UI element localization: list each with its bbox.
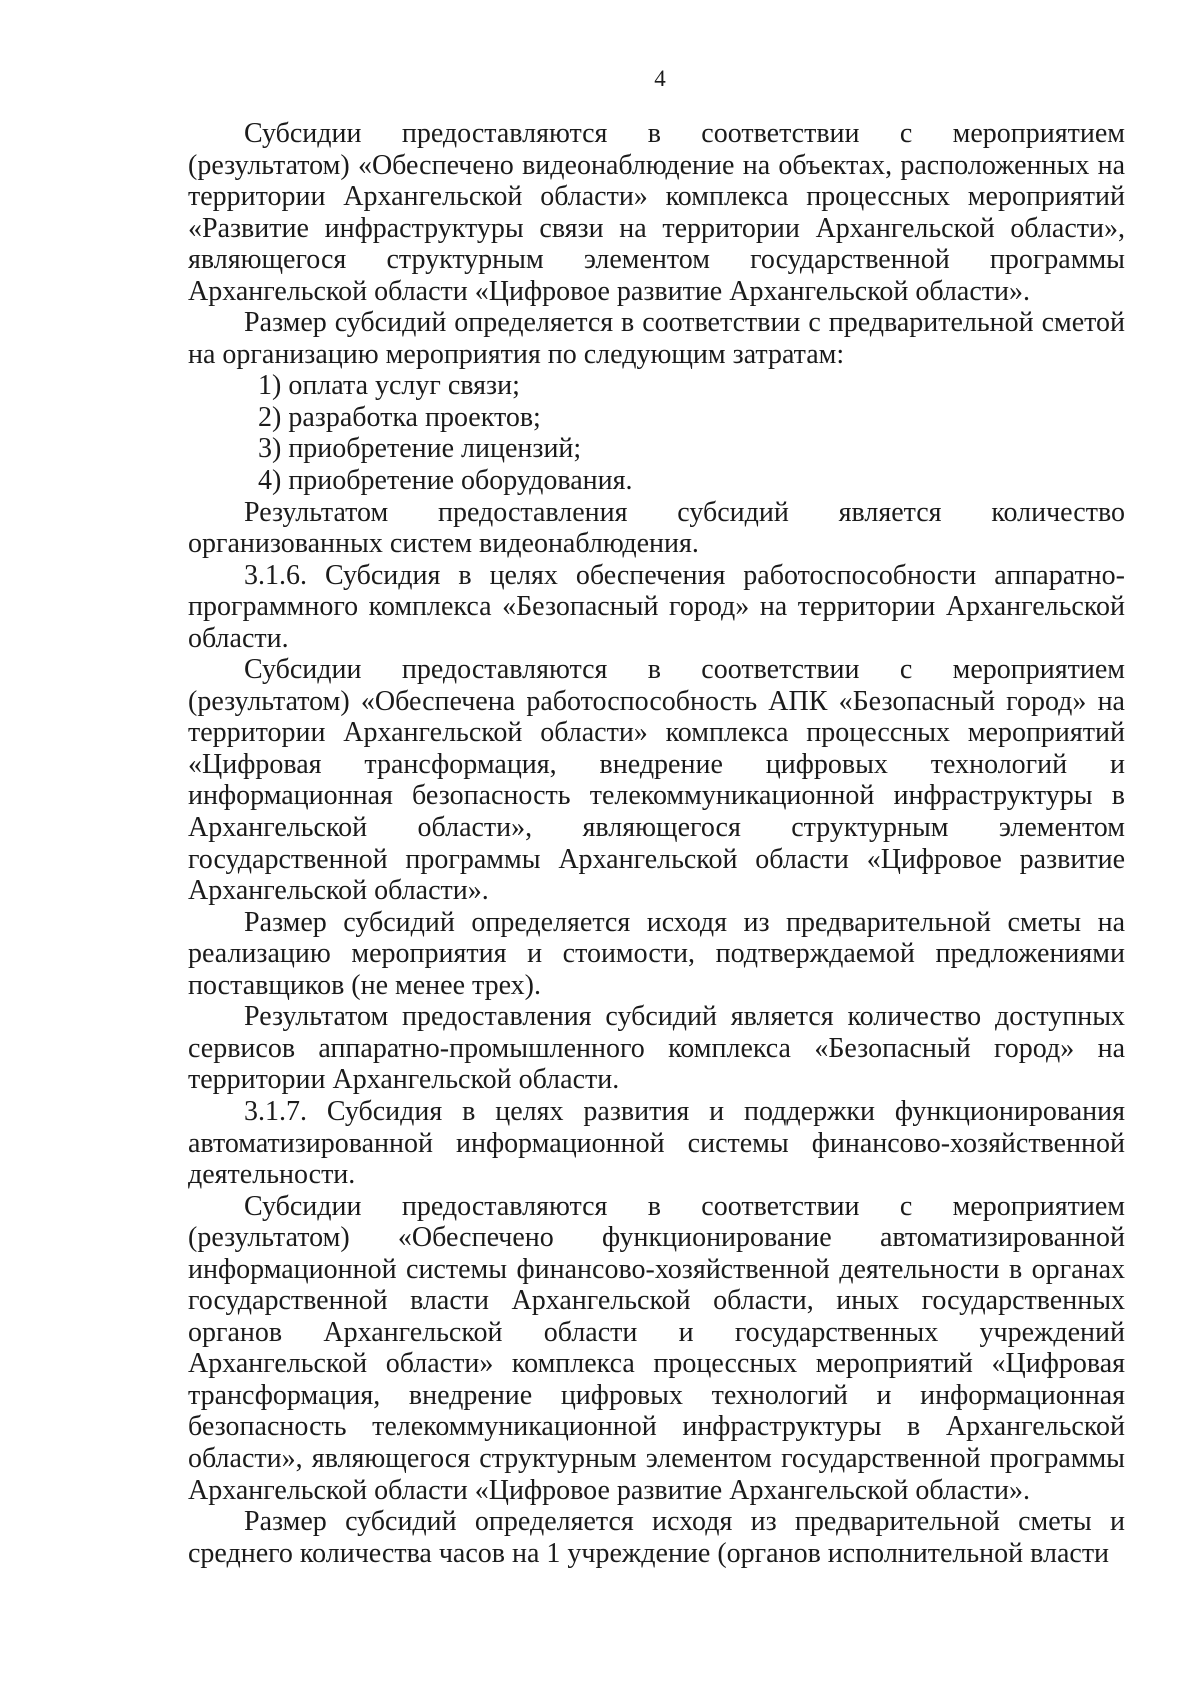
list-item-equipment-purchase: 4) приобретение оборудования. [258,465,633,497]
paragraph-financial-system-subsidy: Субсидии предоставляются в соответствии с мероприятием (результатом) «Обеспечено функционирование автоматизированной информационной системы финансово-хозяйственной деятельности в органах государственной власти Архангельской области, иных государственных органов Архангельской области и государственных учреждений Архангельской области» комплекса процессных мероприятий «Цифровая трансформация, внедрение цифровых технологий и информационная безопасность телекоммуникационной инфраструктуры в Архангельской области», являющегося структурным элементом государственной программы Архангельской области «Цифровое развитие Архангельской области». [188,1190,1125,1506]
paragraph-section-3-1-6: 3.1.6. Субсидия в целях обеспечения работоспособности аппаратно-программного комплекса «Безопасный город» на территории Архангельской области. [188,559,1125,654]
paragraph-safe-city-result: Результатом предоставления субсидий является количество доступных сервисов аппаратно-промышленного комплекса «Безопасный город» на территории Архангельской области. [188,1001,1125,1096]
paragraph-safe-city-subsidy: Субсидии предоставляются в соответствии с мероприятием (результатом) «Обеспечена работоспособность АПК «Безопасный город» на территории Архангельской области» комплекса процессных мероприятий «Цифровая трансформация, внедрение цифровых технологий и информационная безопасность телекоммуникационной инфраструктуры в Архангельской области», являющегося структурным элементом государственной программы Архангельской области «Цифровое развитие Архангельской области». [188,654,1125,907]
paragraph-section-3-1-7: 3.1.7. Субсидия в целях развития и поддержки функционирования автоматизированной информационной системы финансово-хозяйственной деятельности. [188,1095,1125,1191]
list-item-project-development: 2) разработка проектов; [258,401,541,433]
paragraph-subsidy-video-surveillance: Субсидии предоставляются в соответствии с мероприятием (результатом) «Обеспечено видеонаблюдение на объектах, расположенных на территории Архангельской области» комплекса процессных мероприятий «Развитие инфраструктуры связи на территории Архангельской области», являющегося структурным элементом государственной программы Архангельской области «Цифровое развитие Архангельской области». [188,118,1125,307]
page-number: 4 [654,66,666,91]
paragraph-safe-city-size: Размер субсидий определяется исходя из предварительной сметы на реализацию мероприятия и стоимости, подтверждаемой предложениями поставщиков (не менее трех). [188,906,1125,1001]
paragraph-subsidy-size-estimate: Размер субсидий определяется в соответствии с предварительной сметой на организацию мероприятия по следующим затратам: [188,307,1125,370]
paragraph-result-video-systems: Результатом предоставления субсидий является количество организованных систем видеонаблюдения. [188,496,1125,560]
paragraph-financial-system-size: Размер субсидий определяется исходя из предварительной сметы и среднего количества часов на 1 учреждение (органов исполнительной власти [188,1506,1125,1569]
document-body [188,118,1125,1569]
list-item-license-purchase: 3) приобретение лицензий; [258,433,582,465]
list-item-communication-services: 1) оплата услуг связи; [258,370,520,402]
